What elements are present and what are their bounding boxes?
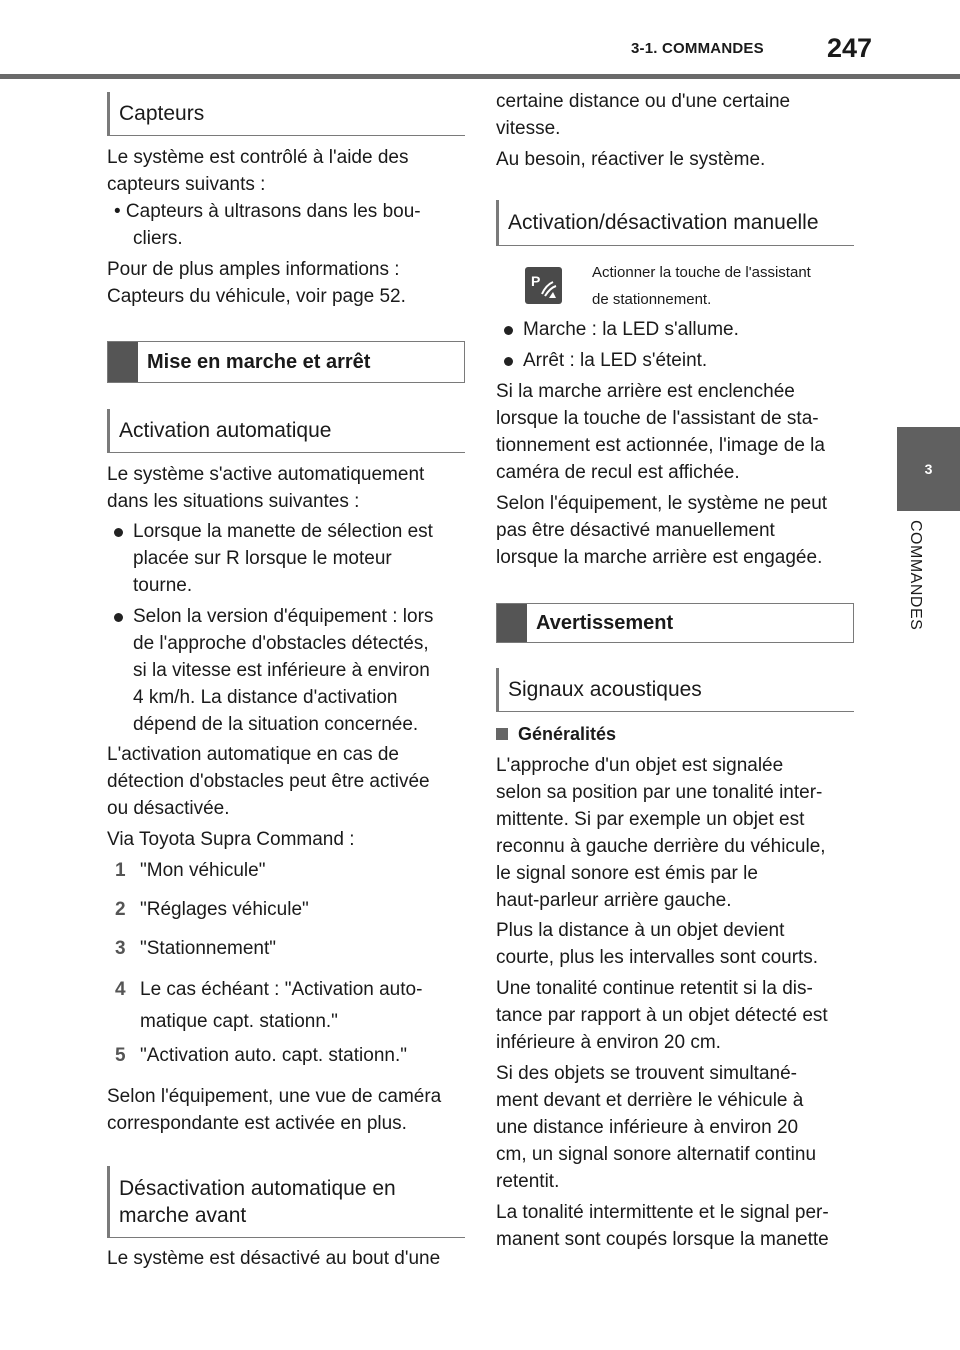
subheading-signaux: Signaux acoustiques <box>496 668 854 712</box>
heading-mise-en-marche: Mise en marche et arrêt <box>107 341 465 383</box>
svg-text:P: P <box>531 273 541 289</box>
paragraph: L'activation automatique en cas de détection d'obstacles peut être activée ou désactivée. <box>107 744 430 819</box>
paragraph: Via Toyota Supra Command : <box>107 829 355 850</box>
paragraph: Le système est contrôlé à l'aide des capteurs suivants : <box>107 147 409 195</box>
paragraph: Le système s'active automatiquement dans les situations suivantes : <box>107 464 425 512</box>
paragraph: Au besoin, réactiver le système. <box>496 149 766 170</box>
chapter-label: COMMANDES <box>907 520 924 631</box>
bullet-item: Lorsque la manette de sélection est placée sur R lorsque le moteur tourne. <box>133 518 433 599</box>
paragraph: Une tonalité continue retentit si la dis- tance par rapport à un objet détecté est inférieure à environ 20 cm. <box>496 978 828 1053</box>
step-4: 4 Le cas échéant : "Activation auto- matique capt. stationn." <box>115 979 423 1032</box>
header-rule <box>0 74 960 79</box>
paragraph: Si la marche arrière est enclenchée lorsque la touche de l'assistant de sta- tionnement est actionnée, l'image de la caméra de recul est affichée. <box>496 381 825 483</box>
paragraph: Selon l'équipement, une vue de caméra correspondante est activée en plus. <box>107 1086 442 1134</box>
step-5: 5 "Activation auto. capt. stationn." <box>115 1045 407 1066</box>
step-3: 3 "Stationnement" <box>115 938 277 959</box>
bullet-item: Marche : la LED s'allume. <box>523 316 739 343</box>
paragraph: Plus la distance à un objet devient courte, plus les intervalles sont courts. <box>496 920 819 968</box>
subheading-capteurs: Capteurs <box>107 92 465 136</box>
bullet-item: Selon la version d'équipement : lors de l'approche d'obstacles détectés, si la vitesse est inférieure à environ 4 km/h. La distance d'activation dépend de la situation concernée. <box>133 603 433 738</box>
paragraph: Selon l'équipement, le système ne peut pas être désactivé manuellement lorsque la marche arrière est engagée. <box>496 493 828 568</box>
section-title: 3-1. COMMANDES <box>631 40 764 57</box>
page-number: 247 <box>827 33 873 63</box>
chapter-tab: 3 <box>897 427 960 511</box>
subheading-activation: Activation automatique <box>107 409 465 453</box>
paragraph: Le système est désactivé au bout d'une <box>107 1248 441 1269</box>
icon-caption: Actionner la touche de l'assistant de stationnement. <box>592 264 811 308</box>
step-2: 2 "Réglages véhicule" <box>115 899 309 920</box>
paragraph: La tonalité intermittente et le signal per- manent sont coupés lorsque la manette <box>496 1202 829 1250</box>
paragraph: certaine distance ou d'une certaine vitesse. <box>496 91 791 139</box>
list-item: • Capteurs à ultrasons dans les bou- cliers. <box>114 201 421 249</box>
bullet-item: Arrêt : la LED s'éteint. <box>523 347 707 374</box>
section-marker-generalites: Généralités <box>496 724 616 745</box>
paragraph: Si des objets se trouvent simultané- ment devant et derrière le véhicule à une distance inférieure à environ 20 cm, un signal sonore alternatif continu retentit. <box>496 1063 817 1192</box>
parking-assist-button-icon <box>525 267 562 304</box>
paragraph: Pour de plus amples informations : Capteurs du véhicule, voir page 52. <box>107 259 406 307</box>
heading-avertissement: Avertissement <box>496 603 854 643</box>
subheading-manuelle: Activation/désactivation manuelle <box>496 200 854 246</box>
step-1: 1 "Mon véhicule" <box>115 860 266 881</box>
subheading-desactivation: Désactivation automatique en marche avant <box>107 1166 465 1238</box>
paragraph: L'approche d'un objet est signalée selon sa position par une tonalité inter- mittente. Si par exemple un objet est reconnu à gauche derrière du véhicule, le signal sonore est émis par le haut-parleur arrière gauche. <box>496 755 826 911</box>
